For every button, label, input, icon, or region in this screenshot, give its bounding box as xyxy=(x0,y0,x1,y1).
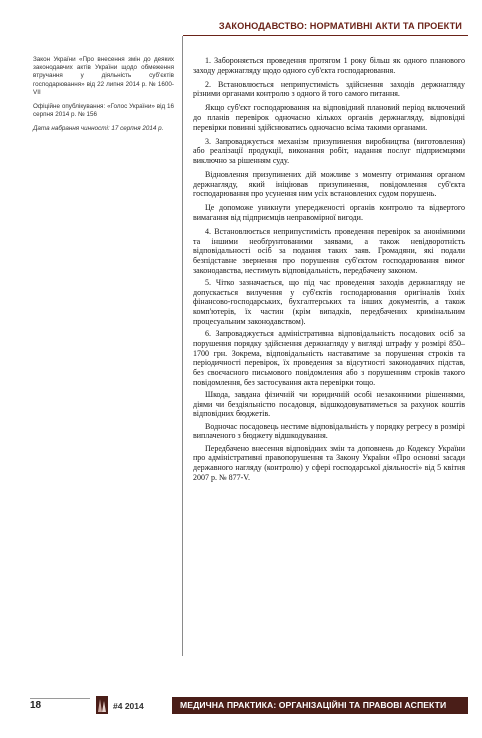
paragraph-3: Якщо суб'єкт господарювання на відповідний плановий період включений до планів перевірок одночасно кількох органів держнагляду, відповідні перевірки повинні здійснюватись одночасно всіма такими органами. xyxy=(193,103,465,132)
paragraph-2: 2. Встановлюється неприпустимість здійснення заходів держнагляду різними органами контролю з одного й того самого питання. xyxy=(193,79,465,99)
page-footer xyxy=(0,696,482,720)
paragraph-4: 3. Запроваджується механізм призупинення виробництва (виготовлення) або реалізації продукції, виконання робіт, надання послуг підприємцями виключно за рішенням суду. xyxy=(193,136,465,166)
paragraph-5: Відновлення призупинених дій можливе з моменту отримання органом держнагляду, який ініціював призупинення, повідомлення суб'єкта господарювання про усунення ним усіх встановлених судом порушень. xyxy=(193,169,465,199)
publication-info: Офіційне опублікування: «Голос України» від 16 серпня 2014 р. № 156 xyxy=(33,103,174,119)
paragraph-1: 1. Забороняється проведення протягом 1 року більш як одного планового заходу держнагляду щодо одного суб'єкта господарювання. xyxy=(193,56,465,75)
paragraph-10: Шкода, завдана фізичній чи юридичній особі незаконними рішеннями, діями чи бездіяльністю посадовця, відшкодовуватиметься за рахунок коштів відповідних бюджетів. xyxy=(193,389,465,419)
paragraph-9: 6. Запроваджується адміністративна відповідальність посадових осіб за порушення порядку здійснення держнагляду у вигляді штрафу у розмірі 850–1700 грн. Зокрема, відповідальність наставатиме за порушення строків та періодичності перевірок, їх проведення за відсутності законодавчих підстав, без своєчасного письмового повідомлення або з порушенням строків такого повідомлення, без застосування акта перевірки тощо. xyxy=(193,329,465,387)
effective-date: Дата набрання чинності: 17 серпня 2014 р. xyxy=(33,125,164,133)
issue-number: #4 2014 xyxy=(113,701,144,711)
journal-title: МЕДИЧНА ПРАКТИКА: ОРГАНІЗАЦІЙНІ ТА ПРАВОВІ АСПЕКТИ xyxy=(180,700,447,710)
column-divider xyxy=(182,36,183,656)
page-header xyxy=(183,20,468,36)
paragraph-8: 5. Чітко зазначається, що під час проведення заходів держнагляду не допускається вилучення у суб'єктів господарювання оригіналів їхніх фінансово-господарських, бухгалтерських та інших документів, а також комп'ютерів, їх частин (крім випадків, передбачених кримінальним процесуальним законодавством). xyxy=(193,278,465,326)
paragraph-6: Це допоможе уникнути упередженості органів контролю та відвертого вимагання від підприємців неправомірної вигоди. xyxy=(193,203,465,222)
paragraph-12: Передбачено внесення відповідних змін та доповнень до Кодексу України про адміністративні правопорушення та Закону України «Про основні засади державного нагляду (контролю) у сфері господарської діяльності» від 5 квітня 2007 р. № 877-V. xyxy=(193,443,465,482)
article-body xyxy=(193,56,465,485)
footer-rule xyxy=(30,698,90,699)
column-logo-icon xyxy=(96,696,108,714)
paragraph-11: Водночас посадовець нестиме відповідальність у порядку регресу в розмірі виплаченого з бюджету відшкодування. xyxy=(193,421,465,441)
journal-banner xyxy=(172,697,468,714)
page-number: 18 xyxy=(30,700,42,711)
paragraph-7: 4. Встановлюється неприпустимість проведення перевірок за анонімними та іншими необґрунтованими заявами, а також невідворотність відповідальності осіб за подання таких заяв. Громадяни, які подали безпідставне звернення про порушення суб'єктом господарювання вимог законодавства, нестимуть відповідальність, передбачену законом. xyxy=(193,226,465,275)
law-reference: Закон України «Про внесення змін до деяких законодавчих актів України щодо обмеження втручання у діяльність суб'єктів господарювання» від 22 липня 2014 р. № 1600-VII xyxy=(33,56,174,96)
section-title: ЗАКОНОДАВСТВО: НОРМАТИВНІ АКТИ ТА ПРОЕКТИ xyxy=(218,21,462,31)
sidebar xyxy=(33,56,174,140)
